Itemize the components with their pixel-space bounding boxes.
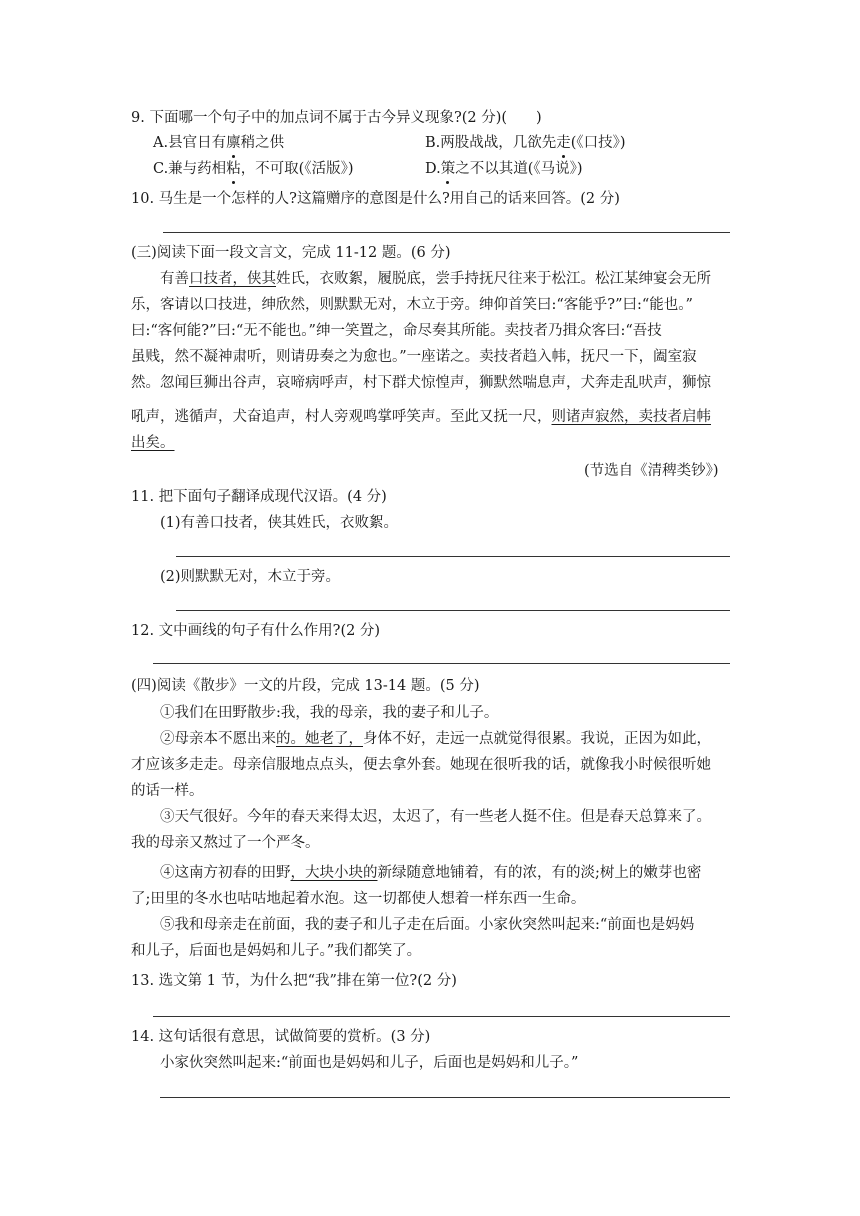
passage3-line: 虽贱，然不凝神肃听，则请毋奏之为愈也。”一座诺之。卖技者趋入帏，抚尺一下，阖室寂 — [131, 349, 697, 365]
passage4-line: 我的母亲又熬过了一个严冬。 — [131, 835, 320, 851]
dotted-char: 走 — [556, 135, 571, 151]
q11-answer-line-2[interactable] — [176, 610, 730, 611]
passage4-line: 和儿子，后面也是妈妈和儿子。”我们都笑了。 — [131, 943, 422, 959]
passage3-line: 吼声，逃循声，犬奋追声，村人旁观鸣掌呼笑声。至此又抚一尺，则诸声寂然，卖技者启帏 — [131, 409, 711, 425]
section4-heading: (四)阅读《散步》一文的片段，完成 13-14 题。(5 分) — [131, 678, 480, 694]
q11-stem: 11. 把下面句子翻译成现代汉语。(4 分) — [131, 489, 387, 505]
q11-sentence-2: (2)则默默无对，木立于旁。 — [160, 569, 341, 585]
q14-quote: 小家伙突然叫起来:“前面也是妈妈和儿子，后面也是妈妈和儿子。” — [160, 1055, 579, 1071]
passage4-line: ②母亲本不愿出来的。她老了，身体不好，走远一点就觉得很累。我说，正因为如此， — [160, 731, 711, 747]
q13-answer-line[interactable] — [153, 1016, 730, 1017]
underlined-sentence: 出矣。 — [131, 435, 175, 451]
dotted-char: 粘 — [226, 161, 241, 177]
underlined-text: 的。她老了， — [276, 731, 363, 747]
q11-sentence-1: (1)有善口技者，侠其姓氏，衣败絮。 — [160, 515, 399, 531]
underlined-text: 口技者，侠其 — [189, 271, 276, 287]
q14-stem: 14. 这句话很有意思，试做简要的赏析。(3 分) — [131, 1029, 431, 1045]
q10-answer-line[interactable] — [163, 232, 730, 233]
q9-stem: 9. 下面哪一个句子中的加点词不属于古今异义现象?(2 分)( ) — [131, 110, 542, 126]
passage4-line: ①我们在田野散步:我，我的母亲，我的妻子和儿子。 — [160, 705, 499, 721]
q12-stem: 12. 文中画线的句子有什么作用?(2 分) — [131, 623, 381, 639]
passage3-line: 有善口技者，侠其姓氏，衣败絮，履脱底，尝手持抚尺往来于松江。松江某绅宴会无所 — [160, 271, 711, 287]
q9-option-c: C.兼与药相粘，不可取(《活版》) — [153, 161, 354, 177]
q9-option-d: D.策之不以其道(《马说》) — [425, 161, 583, 177]
passage4-line: 才应该多走走。母亲信服地点点头，便去拿外套。她现在很听我的话，就像我小时候很听她 — [131, 757, 711, 773]
q13-stem: 13. 选文第 1 节，为什么把“我”排在第一位?(2 分) — [131, 973, 457, 989]
passage4-line: ④这南方初春的田野，大块小块的新绿随意地铺着，有的浓，有的淡;树上的嫩芽也密 — [160, 865, 702, 881]
q11-answer-line-1[interactable] — [176, 556, 730, 557]
passage3-line: 乐，客请以口技进，绅欣然，则默默无对，木立于旁。绅仰首笑曰:“客能乎?”曰:“能也。” — [131, 297, 693, 313]
q9-option-b: B.两股战战，几欲先走(《口技》) — [425, 135, 626, 151]
dotted-char: 廪 — [226, 135, 241, 151]
q10-stem: 10. 马生是一个怎样的人?这篇赠序的意图是什么?用自己的话来回答。(2 分) — [131, 191, 620, 207]
passage4-line: 了;田里的冬水也咕咕地起着水泡。这一切都使人想着一样东西一生命。 — [131, 891, 586, 907]
underlined-text: ，大块小块的 — [290, 865, 378, 881]
passage4-line: ③天气很好。今年的春天来得太迟，太迟了，有一些老人挺不住。但是春天总算来了。 — [160, 809, 711, 825]
passage3-line: 然。忽闻巨狮出谷声，哀啼病呼声，村下群犬惊惶声，狮默然喘息声，犬奔走乱吠声，狮惊 — [131, 375, 711, 391]
dotted-char: 策 — [440, 161, 456, 177]
passage3-line: 曰:“客何能?”曰:“无不能也。”绅一笑置之，命尽奏其所能。卖技者乃揖众客曰:“吾技 — [131, 323, 662, 339]
passage4-line: 的话一样。 — [131, 783, 204, 799]
passage4-line: ⑤我和母亲走在前面，我的妻子和儿子走在后面。小家伙突然叫起来:“前面也是妈妈 — [160, 917, 695, 933]
underlined-sentence: 则诸声寂然，卖技者启帏 — [551, 409, 711, 425]
passage3-source: (节选自《清稗类钞》) — [584, 463, 719, 479]
q14-answer-line[interactable] — [160, 1097, 730, 1098]
q12-answer-line[interactable] — [153, 663, 730, 664]
section3-heading: (三)阅读下面一段文言文，完成 11-12 题。(6 分) — [131, 245, 451, 261]
passage3-line — [131, 433, 175, 453]
q9-option-a: A.县官日有廪稍之供 — [153, 135, 285, 151]
